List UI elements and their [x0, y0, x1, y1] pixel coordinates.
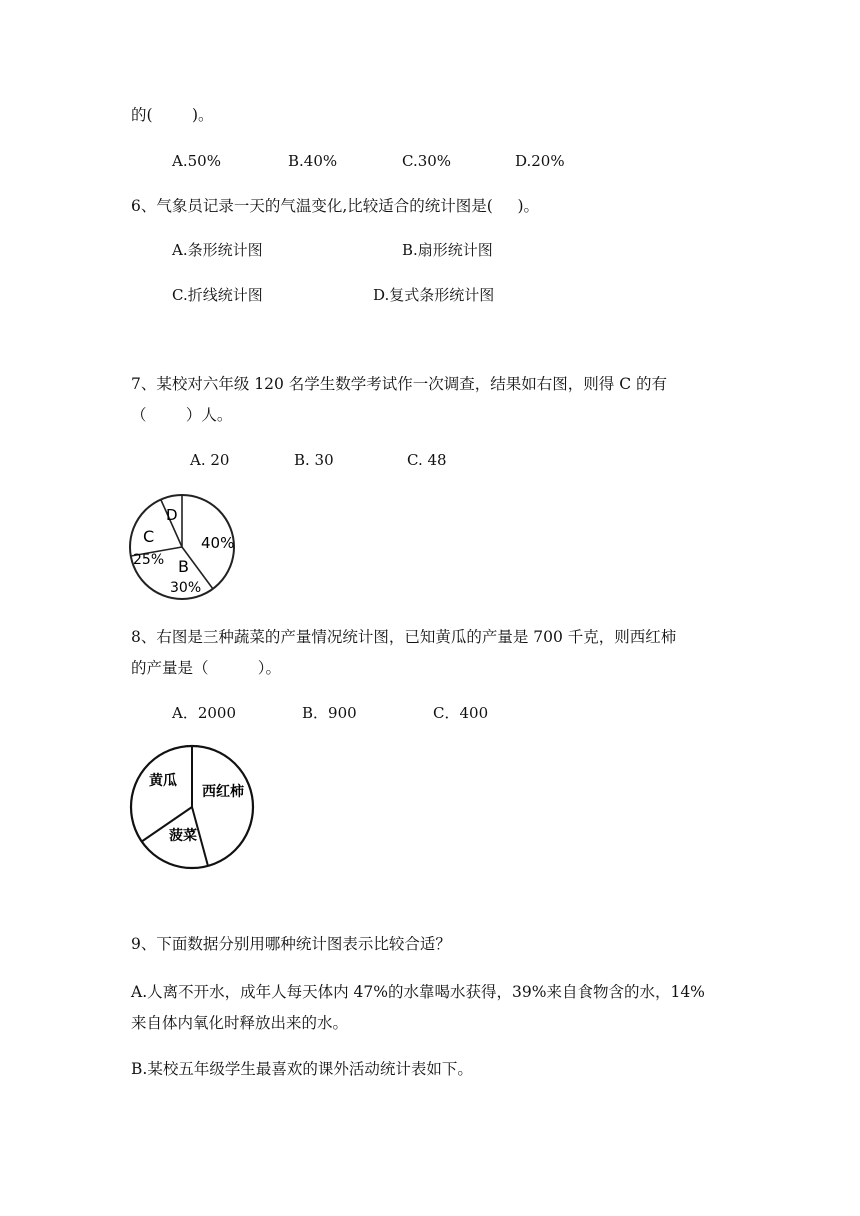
- q6-option-c: C.折线统计图: [172, 286, 263, 304]
- q7-pie-label-a-pct: 40%: [201, 534, 235, 552]
- q7-pie-label-c-pct: 25%: [133, 552, 165, 568]
- q5-option-d: D.20%: [515, 152, 565, 170]
- q8-pie-label-tomato: 西红柿: [202, 784, 244, 800]
- q9-part-a-line1: A.人离不开水，成年人每天体内 47%的水靠喝水获得，39%来自食物含的水，14%: [131, 983, 705, 1001]
- q7-pie-chart: [126, 492, 246, 604]
- q6-option-d: D.复式条形统计图: [373, 286, 495, 304]
- q6-option-b: B.扇形统计图: [402, 241, 493, 259]
- q9-part-b: B.某校五年级学生最喜欢的课外活动统计表如下。: [131, 1060, 473, 1078]
- q7-pie-label-b-pct: 30%: [170, 580, 202, 596]
- q8-pie-label-spinach: 菠菜: [169, 828, 197, 844]
- q6-stem: 6、气象员记录一天的气温变化,比较适合的统计图是( )。: [131, 197, 540, 215]
- q5-option-b: B.40%: [288, 152, 338, 170]
- q7-option-c: C. 48: [407, 451, 447, 469]
- q7-pie-label-c: C: [143, 527, 155, 546]
- q8-option-c: C．400: [433, 704, 489, 722]
- q8-pie-chart: [126, 742, 258, 874]
- q9-stem: 9、下面数据分别用哪种统计图表示比较合适？: [131, 935, 451, 953]
- q7-option-a: A. 20: [190, 451, 230, 469]
- q7-option-b: B. 30: [294, 451, 334, 469]
- q7-pie-label-b: B: [178, 557, 189, 576]
- q7-stem-line2: （ ）人。: [131, 406, 233, 424]
- q7-stem-line1: 7、某校对六年级 120 名学生数学考试作一次调查，结果如右图，则得 C 的有: [131, 375, 668, 393]
- q8-stem-line1: 8、右图是三种蔬菜的产量情况统计图，已知黄瓜的产量是 700 千克，则西红柿: [131, 628, 677, 646]
- q6-option-a: A.条形统计图: [172, 241, 263, 259]
- q8-option-b: B．900: [302, 704, 357, 722]
- q8-stem-line2: 的产量是（ ）。: [131, 659, 282, 677]
- q5-stem-tail: 的( )。: [131, 106, 214, 124]
- q8-pie-label-cucumber: 黄瓜: [149, 773, 177, 789]
- q5-option-c: C.30%: [402, 152, 452, 170]
- q8-option-a: A．2000: [172, 704, 237, 722]
- q5-option-a: A.50%: [172, 152, 221, 170]
- q9-part-a-line2: 来自体内氧化时释放出来的水。: [131, 1014, 349, 1032]
- q7-pie-label-d: D: [166, 506, 178, 524]
